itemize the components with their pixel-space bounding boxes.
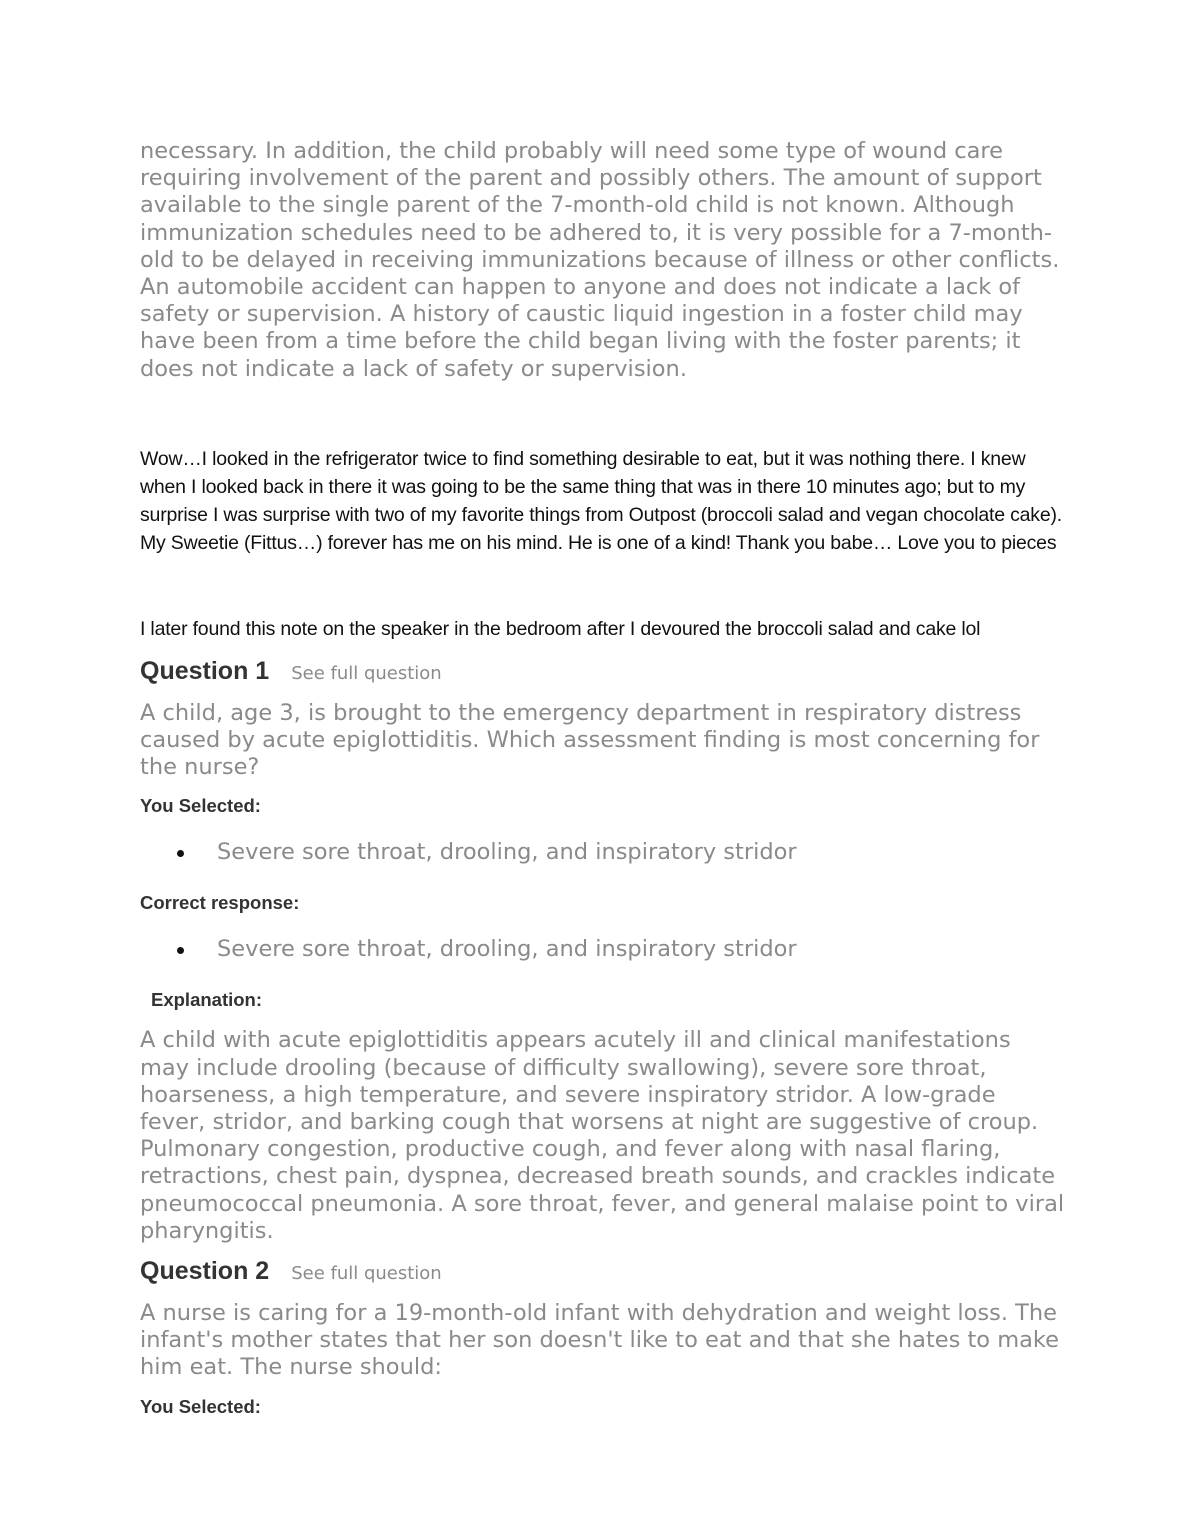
- intro-paragraph: necessary. In addition, the child probably will need some type of wound care requiring involvement of the parent and possibly others. The amount of support available to the single parent of the 7-month-old child is not known. Although immunization schedules need to be adhered to, it is very possible for a 7-month-old to be delayed in receiving immunizations because of illness or other conflicts. An automobile accident can happen to anyone and does not indicate a lack of safety or supervision. A history of caustic liquid ingestion in a foster child may have been from a time before the child began living with the foster parents; it does not indicate a lack of safety or supervision.: [140, 138, 1060, 382]
- question-1-correct-list: [140, 936, 1065, 963]
- question-1-explanation-label: Explanation:: [151, 989, 263, 1011]
- note-followup: I later found this note on the speaker in the bedroom after I devoured the broccoli salad and cake lol: [140, 617, 981, 640]
- document-page: [140, 138, 1065, 1418]
- answer-text: Severe sore throat, drooling, and inspiratory stridor: [217, 936, 797, 963]
- bullet-icon: [177, 850, 184, 857]
- question-1-explanation: A child with acute epiglottiditis appears acutely ill and clinical manifestations may include drooling (because of difficulty swallowing), severe sore throat, hoarseness, a high temperature, and severe inspiratory stridor. A low-grade fever, stridor, and barking cough that worsens at night are suggestive of croup. Pulmonary congestion, productive cough, and fever along with nasal flaring, retractions, chest pain, dyspnea, decreased breath sounds, and crackles indicate pneumococcal pneumonia. A sore throat, fever, and general malaise point to viral pharyngitis.: [140, 1027, 1065, 1244]
- answer-text: Severe sore throat, drooling, and inspiratory stridor: [217, 839, 797, 866]
- question-1-correct-label: Correct response:: [140, 892, 300, 914]
- question-1-correct-answer: [140, 936, 1065, 963]
- bullet-icon: [177, 947, 184, 954]
- question-1-see-full-link[interactable]: See full question: [291, 662, 442, 684]
- question-1-selected-label: You Selected:: [140, 795, 261, 817]
- question-2-title: Question 2: [140, 1257, 270, 1286]
- question-1-prompt: A child, age 3, is brought to the emergency department in respiratory distress caused by acute epiglottiditis. Which assessment finding is most concerning for the nurse?: [140, 699, 1040, 781]
- question-1-header: [140, 657, 1065, 686]
- question-2-see-full-link[interactable]: See full question: [291, 1263, 442, 1285]
- question-2-prompt: A nurse is caring for a 19-month-old infant with dehydration and weight loss. The infant's mother states that her son doesn't like to eat and that she hates to make him eat. The nurse should:: [140, 1300, 1060, 1381]
- question-1-title: Question 1: [140, 656, 270, 685]
- question-2-header: [140, 1257, 1065, 1286]
- question-1-selected-list: [140, 839, 1065, 866]
- personal-note: Wow…I looked in the refrigerator twice to find something desirable to eat, but it was nothing there. I knew when I looked back in there it was going to be the same thing that was in there 10 minutes ago; but to my surprise I was surprise with two of my favorite things from Outpost (broccoli salad and vegan chocolate cake). My Sweetie (Fittus…) forever has me on his mind. He is one of a kind! Thank you babe… Love you to pieces: [140, 447, 1062, 554]
- question-2-selected-label: You Selected:: [140, 1395, 261, 1417]
- question-1: [140, 657, 1065, 1245]
- question-2: [140, 1257, 1065, 1418]
- question-1-selected-answer: [140, 839, 1065, 866]
